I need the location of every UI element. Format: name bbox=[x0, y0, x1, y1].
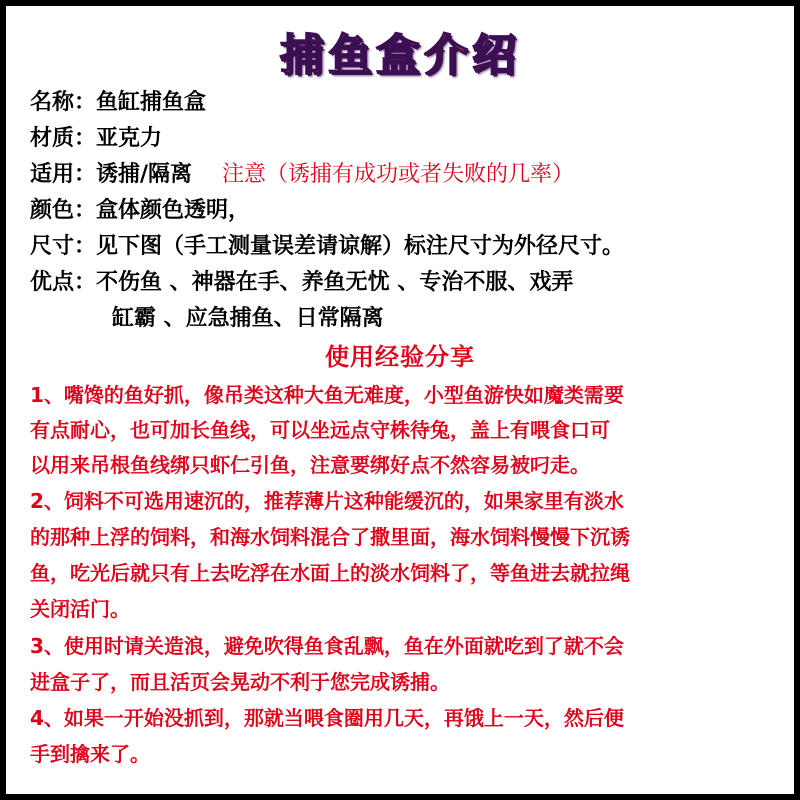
spec-advantages-cont: 缸霸 、应急捕鱼、日常隔离 bbox=[112, 306, 384, 331]
spec-color: 颜色：盒体颜色透明， bbox=[30, 198, 251, 223]
tip-line: 的那种上浮的饲料，和海水饲料混合了撒里面，海水饲料慢慢下沉诱 bbox=[30, 525, 630, 549]
spec-size: 尺寸：见下图（手工测量误差请谅解）标注尺寸为外径尺寸。 bbox=[30, 234, 625, 259]
spec-material: 材质：亚克力 bbox=[30, 126, 163, 151]
tip-line: 2、饲料不可选用速沉的，推荐薄片这种能缓沉的，如果家里有淡水 bbox=[30, 489, 624, 513]
tip-line: 4、如果一开始没抓到，那就当喂食圈用几天，再饿上一天，然后便 bbox=[30, 706, 624, 730]
spec-name: 名称：鱼缸捕鱼盒 bbox=[30, 90, 207, 115]
spec-usage: 适用：诱捕/隔离 bbox=[30, 162, 193, 187]
page-title: 捕鱼盒介绍 bbox=[280, 30, 520, 81]
experience-title: 使用经验分享 bbox=[325, 343, 475, 371]
tip-line: 手到擒来了。 bbox=[30, 742, 150, 766]
spec-advantages: 优点：不伤鱼 、神器在手、养鱼无忧 、专治不服、戏弄 bbox=[30, 270, 574, 295]
tip-line: 1、嘴馋的鱼好抓，像吊类这种大鱼无难度，小型鱼游快如魔类需要 bbox=[30, 383, 624, 407]
tip-line: 以用来吊根鱼线绑只虾仁引鱼，注意要绑好点不然容易被叼走。 bbox=[30, 453, 590, 477]
tip-line: 关闭活门。 bbox=[30, 597, 130, 621]
tip-line: 鱼，吃光后就只有上去吃浮在水面上的淡水饲料了，等鱼进去就拉绳 bbox=[30, 561, 630, 585]
tip-line: 进盒子了，而且活页会晃动不利于您完成诱捕。 bbox=[30, 670, 450, 694]
usage-note: 注意（诱捕有成功或者失败的几率） bbox=[222, 162, 575, 187]
tip-line: 3、使用时请关造浪，避免吹得鱼食乱飘，鱼在外面就吃到了就不会 bbox=[30, 634, 624, 658]
spec-usage-row bbox=[30, 160, 574, 190]
info-sheet bbox=[6, 6, 794, 794]
tip-line: 有点耐心，也可加长鱼线，可以坐远点守株待兔，盖上有喂食口可 bbox=[30, 418, 610, 442]
